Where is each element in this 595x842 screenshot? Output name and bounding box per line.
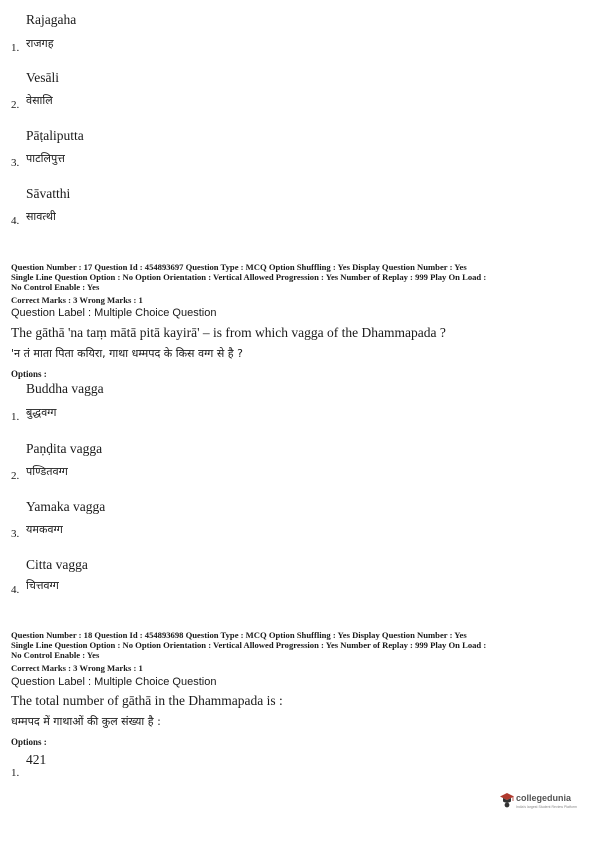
q17-meta-line-1: Question Number : 17 Question Id : 454893697 Question Type : MCQ Option Shuffling : Yes Display Question Number : Yes xyxy=(11,262,467,272)
prev-option-4-hindi: सावत्थी xyxy=(26,210,56,223)
q17-option-3-number: 3. xyxy=(11,528,20,540)
q18-marks: Correct Marks : 3 Wrong Marks : 1 xyxy=(11,663,143,673)
q17-option-1-text: Buddha vagga xyxy=(26,381,104,396)
prev-option-4-text: Sāvatthi xyxy=(26,186,71,201)
q17-question-hindi: 'न तं माता पिता कयिरा, गाथा धम्मपद के किस वग्ग से है ? xyxy=(11,347,243,360)
prev-option-1-hindi: राजगह xyxy=(26,37,54,50)
q17-options-heading: Options : xyxy=(11,369,47,379)
prev-option-1-text: Rajagaha xyxy=(26,12,77,27)
q17-option-2-number: 2. xyxy=(11,470,20,482)
prev-option-1-number: 1. xyxy=(11,42,20,54)
prev-option-3-hindi: पाटलिपुत्त xyxy=(26,152,65,165)
q17-option-3-text: Yamaka vagga xyxy=(26,499,106,514)
q17-option-3-hindi: यमकवग्ग xyxy=(26,523,63,536)
graduation-cap-icon xyxy=(500,792,514,808)
q18-meta-line-3: No Control Enable : Yes xyxy=(11,650,100,660)
q17-marks: Correct Marks : 3 Wrong Marks : 1 xyxy=(11,295,143,305)
collegedunia-logo xyxy=(500,790,590,816)
q17-option-1-number: 1. xyxy=(11,411,20,423)
q17-option-2-hindi: पण्डितवग्ग xyxy=(26,465,68,478)
q18-meta-line-2: Single Line Question Option : No Option Orientation : Vertical Allowed Progression : Yes Number of Replay : 999 Play On Load : xyxy=(11,640,487,650)
q18-question-text: The total number of gāthā in the Dhammapada is : xyxy=(11,693,283,708)
logo-tagline: India's largest Student Review Platform xyxy=(516,805,577,809)
q17-option-2-text: Paṇḍita vagga xyxy=(26,441,103,456)
q18-question-label: Question Label : Multiple Choice Question xyxy=(11,676,217,688)
prev-option-4-number: 4. xyxy=(11,215,20,227)
q18-option-1-text: 421 xyxy=(26,752,47,767)
q17-option-4-text: Citta vagga xyxy=(26,557,88,572)
q18-meta-line-1: Question Number : 18 Question Id : 454893698 Question Type : MCQ Option Shuffling : Yes Display Question Number : Yes xyxy=(11,630,467,640)
prev-option-2-number: 2. xyxy=(11,99,20,111)
logo-name: collegedunia xyxy=(516,793,572,803)
q17-option-4-number: 4. xyxy=(11,584,20,596)
prev-option-2-text: Vesāli xyxy=(26,70,59,85)
q17-question-label: Question Label : Multiple Choice Question xyxy=(11,307,217,319)
q17-option-1-hindi: बुद्धवग्ग xyxy=(26,406,57,419)
q18-question-hindi: धम्मपद में गाथाओं की कुल संख्या है : xyxy=(11,715,161,728)
prev-option-3-text: Pāṭaliputta xyxy=(26,128,84,143)
q17-meta-line-2: Single Line Question Option : No Option Orientation : Vertical Allowed Progression : Yes Number of Replay : 999 Play On Load : xyxy=(11,272,487,282)
q17-option-4-hindi: चित्तवग्ग xyxy=(26,579,59,592)
q17-question-text: The gāthā 'na taṃ mātā pitā kayirā' – is from which vagga of the Dhammapada ? xyxy=(11,325,446,340)
q18-option-1-number: 1. xyxy=(11,767,20,779)
prev-option-2-hindi: वेसालि xyxy=(26,94,53,107)
prev-option-3-number: 3. xyxy=(11,157,20,169)
q18-options-heading: Options : xyxy=(11,737,47,747)
q17-meta-line-3: No Control Enable : Yes xyxy=(11,282,100,292)
